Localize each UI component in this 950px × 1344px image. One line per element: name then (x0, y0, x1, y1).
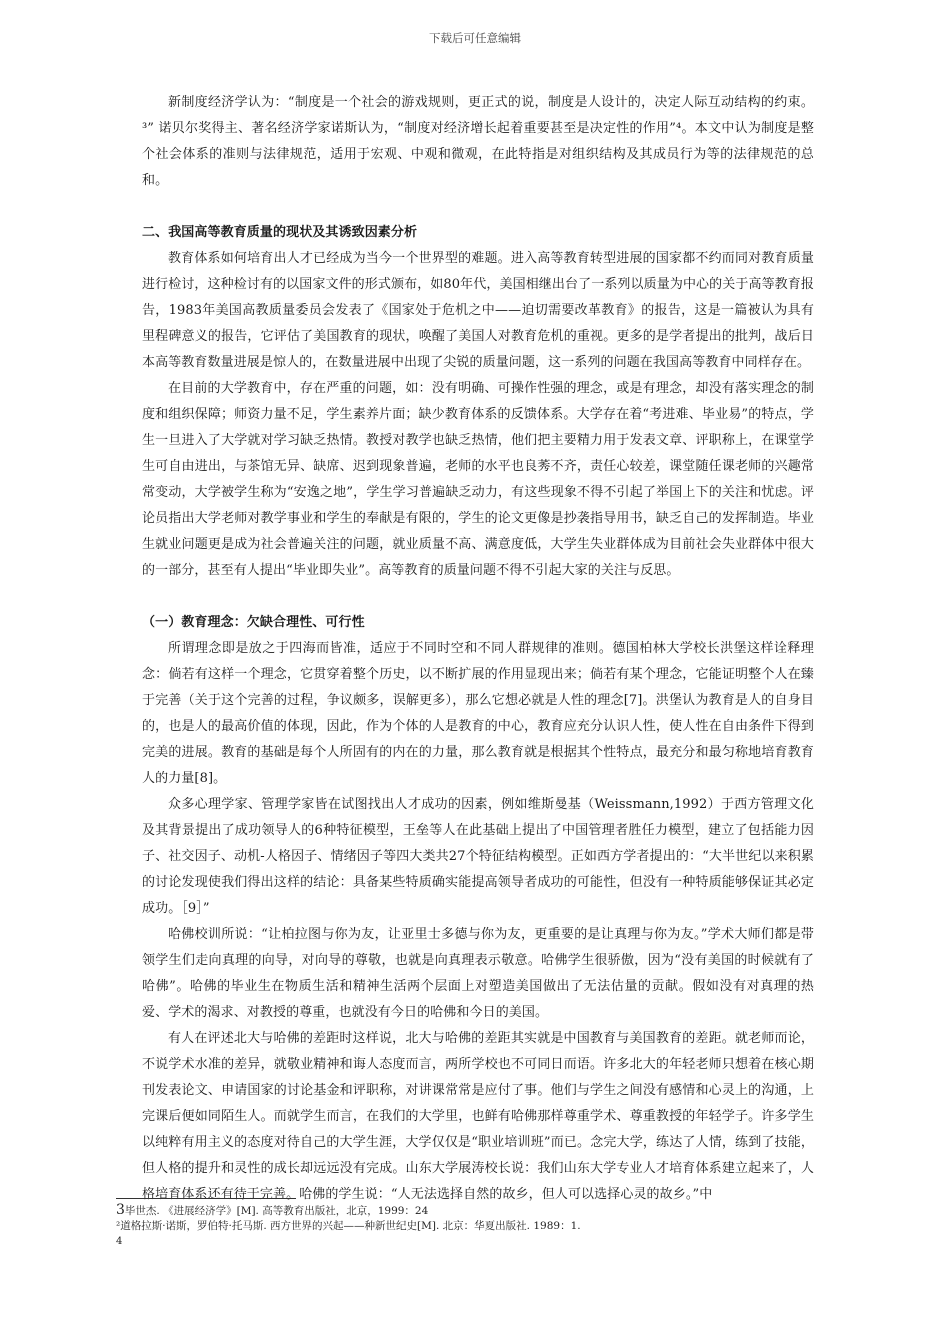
section-heading: 二、我国高等教育质量的现状及其诱致因素分析 (142, 225, 418, 240)
footnote-rule (116, 1198, 296, 1199)
paragraph-gap (142, 194, 814, 220)
footnote-4-mark: 4 (116, 1236, 123, 1247)
paragraph-pku-harvard-gap: 有人在评述北大与哈佛的差距时这样说，北大与哈佛的差距其实就是中国教育与美国教育的差距。就老师而论，不说学术水准的差异，就敬业精神和诲人态度而言，两所学校也不可同日而语。许多北大的年轻老师只想着在核心期刊发表论文、申请国家的讨论基金和评职称，对讲课常常是应付了事。他们与学生之间没有感情和心灵上的沟通，上完课后便如同陌生人。而就学生而言，在我们的大学里，也鲜有哈佛那样尊重学术、尊重教授的年轻学子。许多学生以纯粹有用主义的态度对待自己的大学生涯，大学仅仅是“职业培训班”而已。念完大学，练达了人情，练到了技能，但人格的提升和灵性的成长却远远没有完成。山东大学展涛校长说：我们山东大学专业人才培育体系建立起来了，人格培育体系还有待于完善。哈佛的学生说：“人无法选择自然的故乡，但人可以选择心灵的故乡。”中 (142, 1031, 814, 1202)
paragraph-idea-definition: 所谓理念即是放之于四海而皆准，适应于不同时空和不同人群规律的准则。德国柏林大学校长洪堡这样诠释理念：倘若有这样一个理念，它贯穿着整个历史，以不断扩展的作用显现出来；倘若有某个理念，它能证明整个人在臻于完善（关于这个完善的过程，争议颇多，误解更多），那么它想必就是人性的理念[7]。洪堡认为教育是人的自身目的，也是人的最高价值的体现，因此，作为个体的人是教育的中心，教育应充分认识人性，使人性在自由条件下得到完美的进展。教育的基础是每个人所固有的内在的力量，那么教育就是根据其个性特点，最充分和最匀称地培育教育人的力量[8]。 (142, 641, 814, 786)
footnotes (116, 1198, 816, 1249)
paragraph-gap (142, 584, 814, 610)
paragraph-university-issues: 在目前的大学教育中，存在严重的问题，如：没有明确、可操作性强的理念，或是有理念，却没有落实理念的制度和组织保障；师资力量不足，学生素养片面；缺少教育体系的反馈体系。大学存在着“考进难、毕业易”的特点，学生一旦进入了大学就对学习缺乏热情。教授对教学也缺乏热情，他们把主要精力用于发表文章、评职称上，在课堂学生可自由进出，与茶馆无异、缺席、迟到现象普遍，老师的水平也良莠不齐，责任心较差，课堂随任课老师的兴趣常常变动，大学被学生称为“安逸之地”，学生学习普遍缺乏动力，有这些现象不得不引起了举国上下的关注和忧虑。评论员指出大学老师对教学事业和学生的奉献是有限的，学生的论文更像是抄袭指导用书，缺乏自己的发挥制造。毕业生就业问题更是成为社会普遍关注的问题，就业质量不高、满意度低，大学生失业群体成为目前社会失业群体中很大的一部分，甚至有人提出“毕业即失业”。高等教育的质量问题不得不引起大家的关注与反思。 (142, 381, 814, 578)
paragraph-institution-definition: 新制度经济学认为：“制度是一个社会的游戏规则，更正式的说，制度是人设计的，决定人际互动结构的约束。³” 诺贝尔奖得主、著名经济学家诺斯认为，“制度对经济增长起着重要甚至是决定性的作用”⁴。本文中认为制度是整个社会体系的准则与法律规范，适用于宏观、中观和微观，在此特指是对组织结构及其成员行为等的法律规范的总和。 (142, 95, 814, 188)
document-body (142, 90, 814, 1208)
paragraph-education-problem: 教育体系如何培育出人才已经成为当今一个世界型的难题。进入高等教育转型进展的国家都不约而同对教育质量进行检讨，这种检讨有的以国家文件的形式颁布，如80年代，美国相继出台了一系列以质量为中心的关于高等教育报告，1983年美国高教质量委员会发表了《国家处于危机之中——迫切需要改革教育》的报告，这是一篇被认为具有里程碑意义的报告，它评估了美国教育的现状，唤醒了美国人对教育危机的重视。更多的是学者提出的批判，战后日本高等教育数量进展是惊人的，在数量进展中出现了尖锐的质量问题，这一系列的问题在我国高等教育中同样存在。 (142, 251, 814, 370)
paragraph-success-factors: 众多心理学家、管理学家皆在试图找出人才成功的因素，例如维斯曼基（Weissmann,1992）于西方管理文化及其背景提出了成功领导人的6种特征模型，王垒等人在此基础上提出了中国管理者胜任力模型，建立了包括能力因子、社交因子、动机-人格因子、情绪因子等四大类共27个特征结构模型。正如西方学者提出的：“大半世纪以来积累的讨论发现使我们得出这样的结论：具备某些特质确实能提高领导者成功的可能性，但没有一种特质能够保证其必定成功。［9］” (142, 797, 814, 916)
footnote-3-text: 毕世杰. 《进展经济学》[M]. 高等教育出版社，北京，1999：24 (124, 1205, 429, 1217)
footnote-3 (116, 1203, 816, 1219)
page-header: 下载后可任意编辑 (429, 31, 521, 45)
footnote-4: ²道格拉斯·诺斯，罗伯特·托马斯. 西方世界的兴起——种新世纪史[M]. 北京：华夏出版社. 1989：1. (116, 1220, 581, 1232)
paragraph-harvard-motto: 哈佛校训所说：“让柏拉图与你为友，让亚里士多德与你为友，更重要的是让真理与你为友。”学术大师们都是带领学生们走向真理的向导，对向导的尊敬，也就是向真理表示敬意。哈佛学生很骄傲，因为“没有美国的时候就有了哈佛”。哈佛的毕业生在物质生活和精神生活两个层面上对塑造美国做出了无法估量的贡献。假如没有对真理的热爱、学术的渴求、对教授的尊重，也就没有今日的哈佛和今日的美国。 (142, 927, 814, 1020)
footnote-3-mark: 3 (116, 1202, 125, 1218)
subsection-heading: （一）教育理念：欠缺合理性、可行性 (142, 615, 365, 630)
